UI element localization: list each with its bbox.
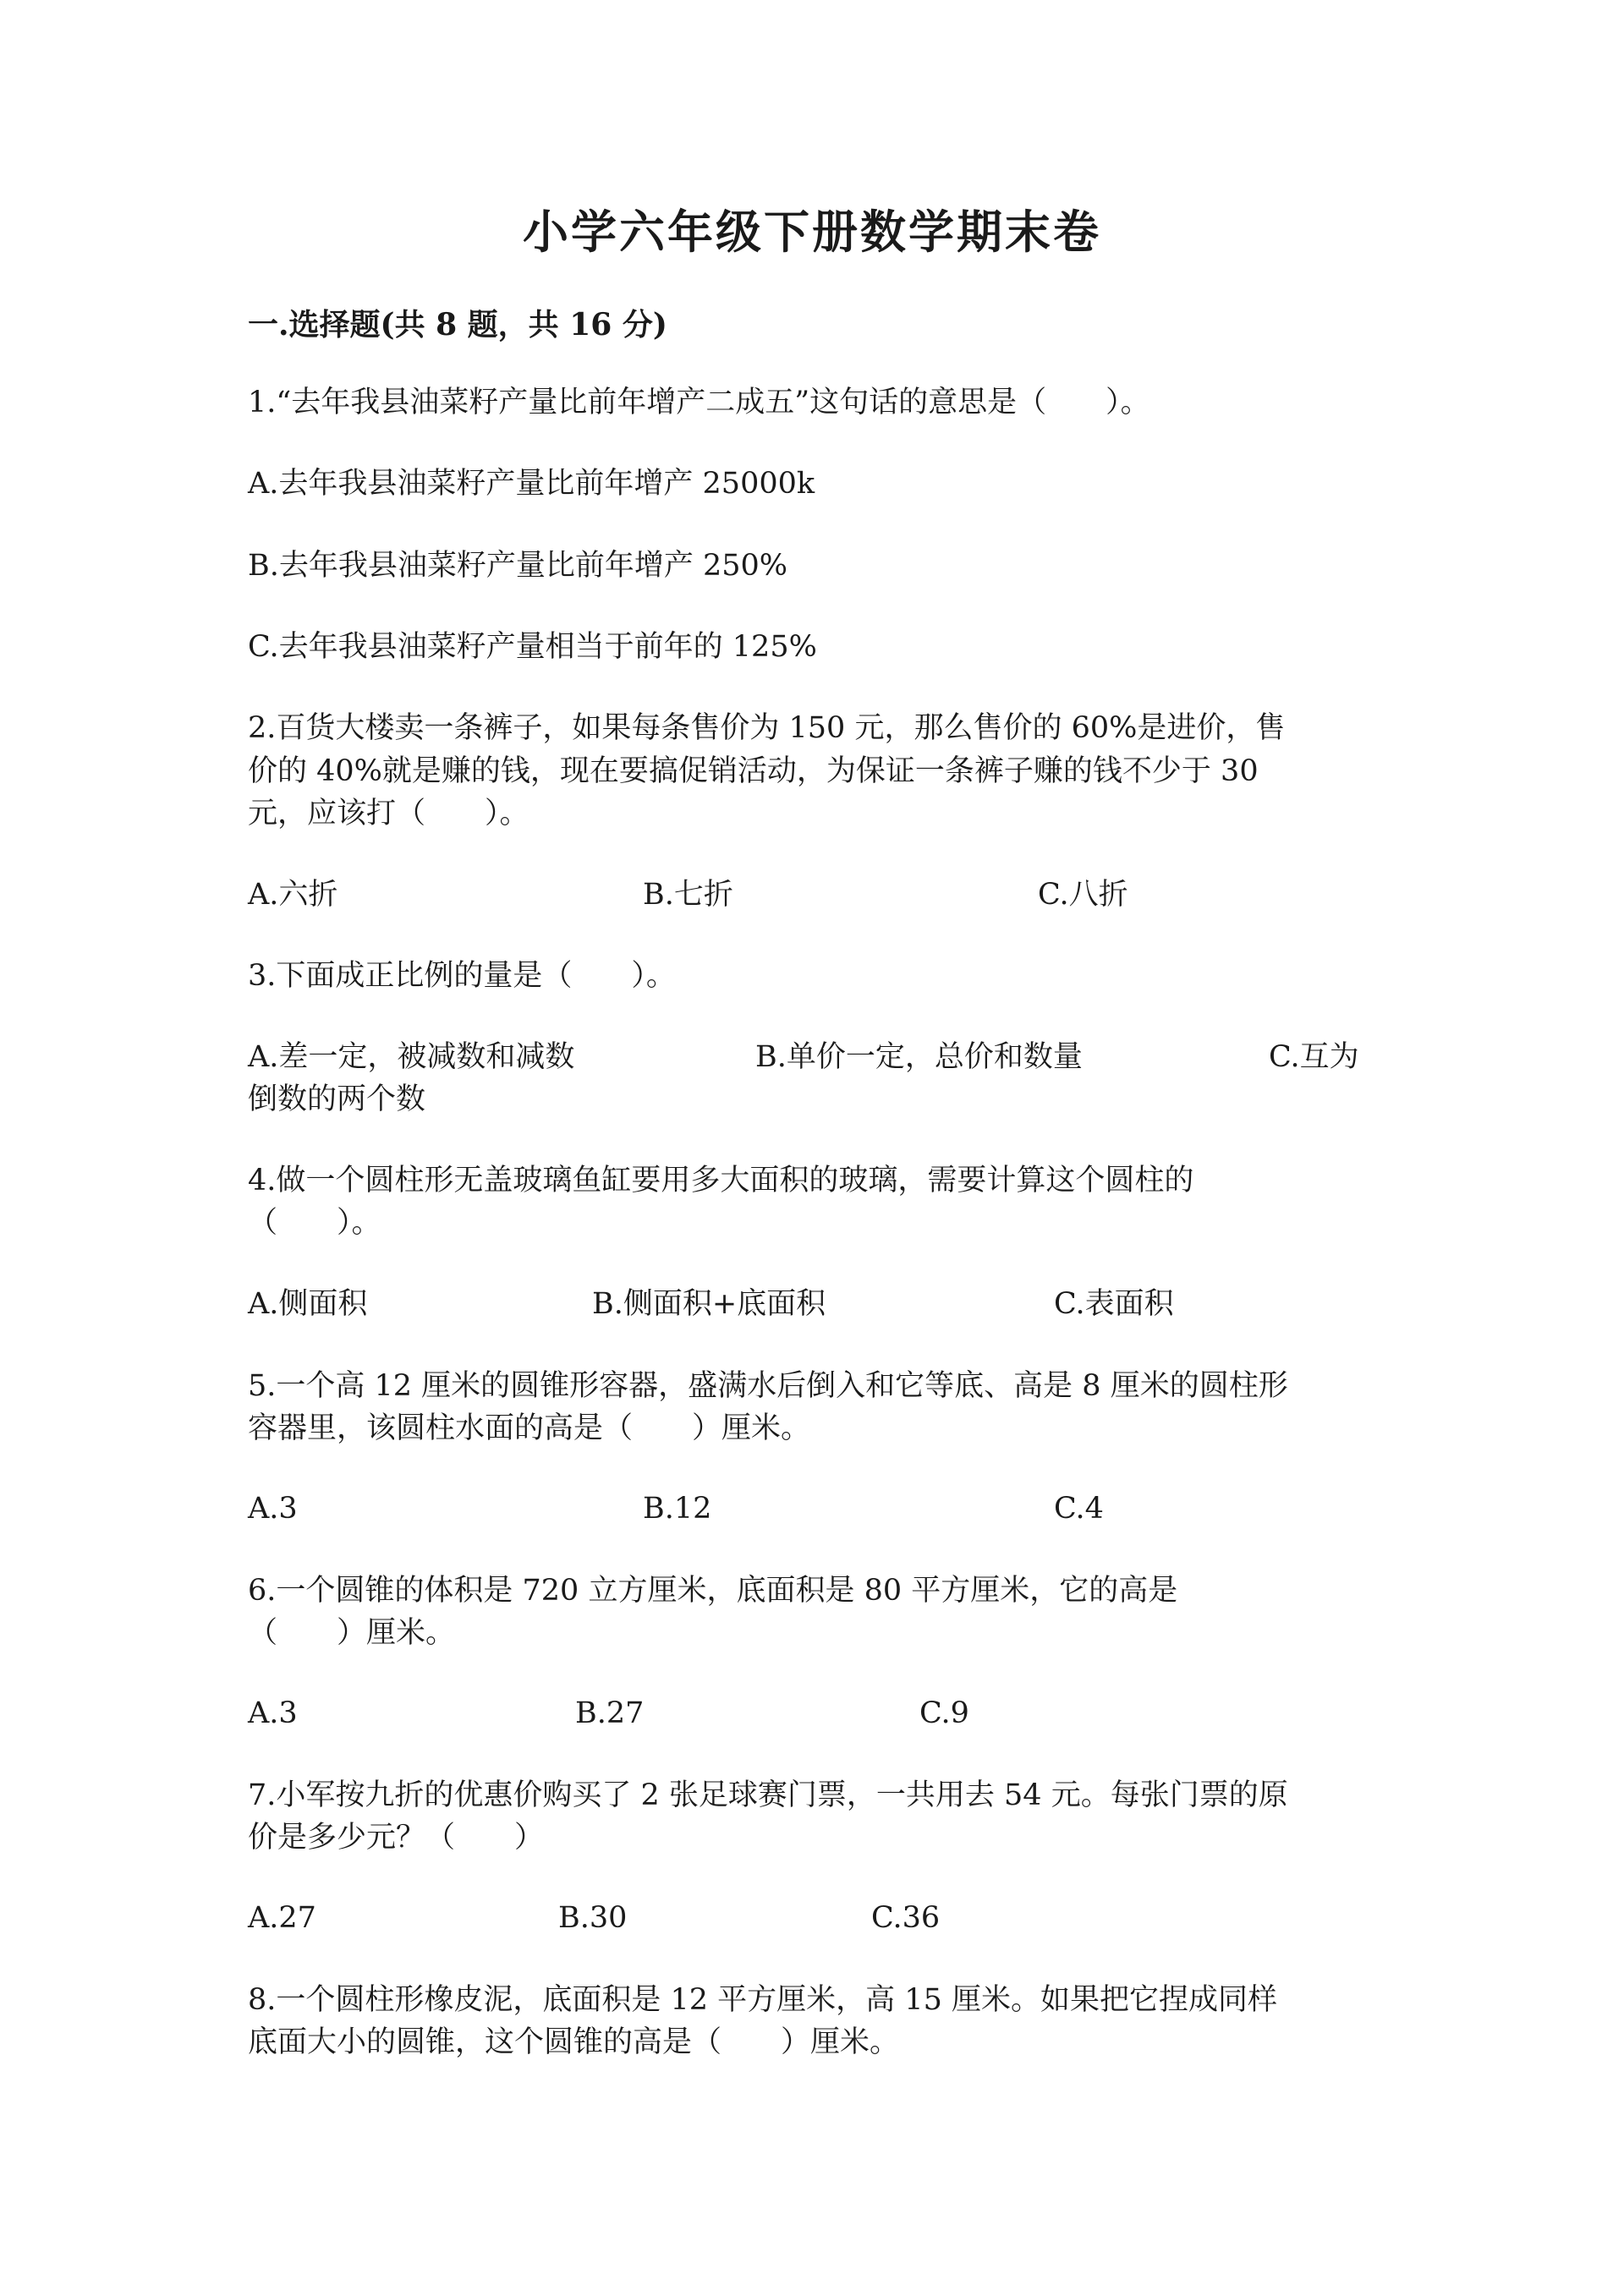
question-5-text-line-1: 5.一个高 12 厘米的圆锥形容器，盛满水后倒入和它等底、高是 8 厘米的圆柱形 xyxy=(248,1369,1288,1403)
section-heading: 一.选择题(共 8 题，共 16 分) xyxy=(248,307,667,342)
question-4-text-line-1: 4.做一个圆柱形无盖玻璃鱼缸要用多大面积的玻璃，需要计算这个圆柱的 xyxy=(248,1164,1194,1197)
question-6-text-line-1: 6.一个圆锥的体积是 720 立方厘米，底面积是 80 平方厘米，它的高是 xyxy=(248,1574,1178,1608)
question-5-option-b: B.12 xyxy=(643,1492,712,1526)
question-5-option-a: A.3 xyxy=(248,1492,298,1526)
question-2-text-line-3: 元，应该打（ ）。 xyxy=(248,797,529,830)
question-3-option-c: C.互为 xyxy=(1269,1040,1359,1074)
question-6-option-a: A.3 xyxy=(248,1696,298,1730)
question-3-option-c-continuation: 倒数的两个数 xyxy=(248,1082,426,1116)
question-6-option-b: B.27 xyxy=(575,1696,645,1730)
question-4-option-a: A.侧面积 xyxy=(248,1287,368,1321)
question-4-option-c: C.表面积 xyxy=(1054,1287,1174,1321)
question-2-option-b: B.七折 xyxy=(643,878,733,912)
question-1-option-c: C.去年我县油菜籽产量相当于前年的 125% xyxy=(248,630,817,664)
question-7-option-c: C.36 xyxy=(871,1901,941,1935)
question-3-option-b: B.单价一定，总价和数量 xyxy=(755,1040,1083,1074)
question-2-text-line-1: 2.百货大楼卖一条裤子，如果每条售价为 150 元，那么售价的 60%是进价，售 xyxy=(248,711,1286,745)
question-4-text-line-2: （ ）。 xyxy=(248,1206,381,1240)
question-1-text: 1.“去年我县油菜籽产量比前年增产二成五”这句话的意思是（ ）。 xyxy=(248,386,1150,419)
question-2-text-line-2: 价的 40%就是赚的钱，现在要搞促销活动，为保证一条裤子赚的钱不少于 30 xyxy=(248,754,1259,788)
question-7-text-line-1: 7.小军按九折的优惠价购买了 2 张足球赛门票，一共用去 54 元。每张门票的原 xyxy=(248,1778,1288,1812)
question-1-option-a: A.去年我县油菜籽产量比前年增产 25000k xyxy=(248,467,815,501)
question-1-option-b: B.去年我县油菜籽产量比前年增产 250% xyxy=(248,549,788,583)
question-3-text: 3.下面成正比例的量是（ ）。 xyxy=(248,959,676,993)
question-5-text-line-2: 容器里，该圆柱水面的高是（ ）厘米。 xyxy=(248,1411,811,1445)
question-7-option-b: B.30 xyxy=(558,1901,628,1935)
question-5-option-c: C.4 xyxy=(1054,1492,1104,1526)
question-2-option-a: A.六折 xyxy=(248,878,338,912)
question-6-option-c: C.9 xyxy=(919,1696,969,1730)
question-2-option-c: C.八折 xyxy=(1038,878,1128,912)
question-7-text-line-2: 价是多少元？（ ） xyxy=(248,1821,545,1855)
question-6-text-line-2: （ ）厘米。 xyxy=(248,1616,456,1650)
question-3-option-a: A.差一定，被减数和减数 xyxy=(248,1040,575,1074)
question-8-text-line-1: 8.一个圆柱形橡皮泥，底面积是 12 平方厘米，高 15 厘米。如果把它捏成同样 xyxy=(248,1983,1277,2017)
question-8-text-line-2: 底面大小的圆锥，这个圆锥的高是（ ）厘米。 xyxy=(248,2025,900,2059)
question-7-option-a: A.27 xyxy=(248,1901,316,1935)
question-4-option-b: B.侧面积+底面积 xyxy=(592,1287,826,1321)
page-title: 小学六年级下册数学期末卷 xyxy=(523,205,1101,259)
